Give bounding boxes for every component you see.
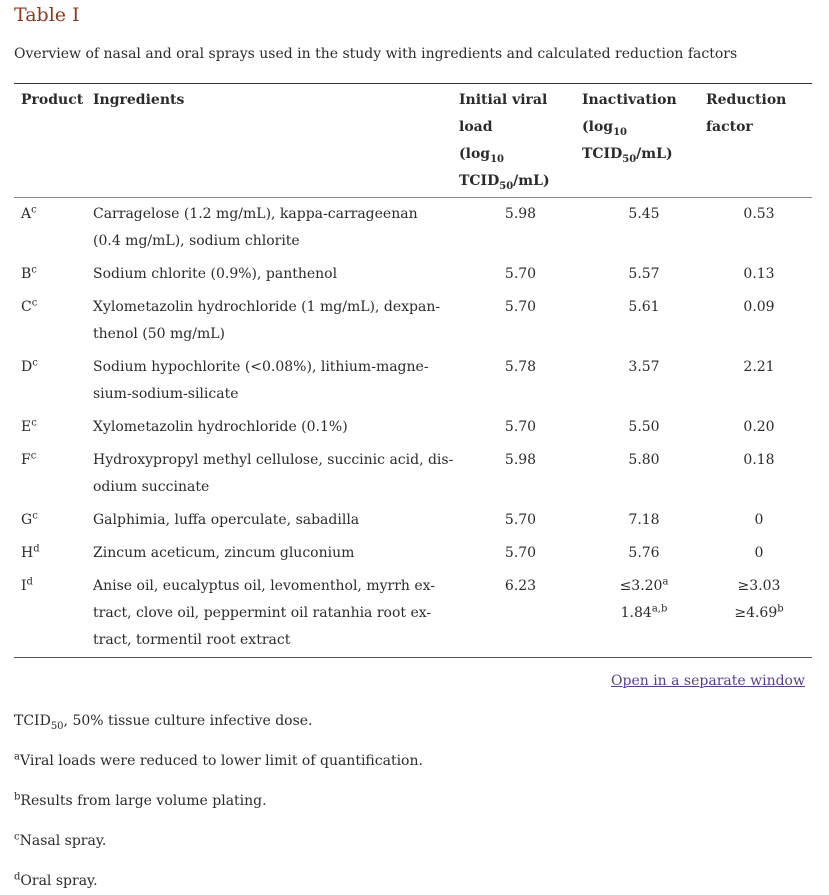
ingredients-cell: Carragelose (1.2 mg/mL), kappa-carrageenan (0.4 mg/mL), sodium chlorite — [93, 206, 418, 249]
table-row: $D^c$ Sodium hypochlorite (<0.08%), lithium-magne- sium-sodium-silicate 5.78 3.57 2.21 — [14, 351, 812, 411]
header-reduction-factor: Reduction factor — [706, 92, 787, 135]
reduction-cell: 0.53 — [743, 206, 775, 222]
inactivation-cell: 5.76 — [628, 545, 660, 561]
open-in-separate-window-link[interactable]: Open in a separate window — [611, 673, 805, 689]
ingredients-cell: Zincum aceticum, zincum gluconium — [93, 545, 355, 561]
ingredients-cell: Xylometazolin hydrochloride (0.1%) — [93, 419, 348, 435]
inactivation-cell: 5.80 — [628, 452, 660, 468]
header-initial-viral-load: Initial viral load ($\log_{10}$ $TCID_{50}/mL$) — [459, 92, 550, 192]
reduction-cell: 0.18 — [743, 452, 775, 468]
product-cell: I — [21, 578, 27, 594]
header-inactivation: Inactivation ($\log_{10}$ $TCID_{50}/mL$) — [582, 92, 677, 165]
inactivation-cell: 5.50 — [628, 419, 660, 435]
footnote-d: $^d$Oral spray. — [14, 871, 98, 889]
header-row — [14, 84, 812, 198]
reduction-cell: 0.13 — [743, 266, 775, 282]
footnote-c: $^c$Nasal spray. — [14, 831, 107, 849]
reduction-cell: 0 — [754, 545, 764, 561]
product-cell: C — [21, 299, 32, 315]
initial-cell: 5.70 — [504, 545, 537, 561]
ingredients-cell: Sodium chlorite (0.9%), panthenol — [93, 266, 338, 282]
product-cell: A — [21, 206, 32, 222]
initial-cell: 6.23 — [504, 578, 537, 594]
product-cell: G — [21, 512, 33, 528]
product-cell: H — [21, 545, 34, 561]
product-cell: B — [21, 266, 32, 282]
table-row: $E^c$ Xylometazolin hydrochloride (0.1%) 5.70 5.50 0.20 — [14, 411, 812, 444]
reduction-cell: 0.09 — [743, 299, 775, 315]
table-row: $B^c$ Sodium chlorite (0.9%), panthenol 5.70 5.57 0.13 — [14, 258, 812, 291]
table-row: $H^d$ Zincum aceticum, zincum gluconium 5.70 5.76 0 — [14, 537, 812, 570]
ingredients-cell: Hydroxypropyl methyl cellulose, succinic acid, dis- odium succinate — [93, 452, 454, 495]
table-row: $G^c$ Galphimia, luffa operculate, sabadilla 5.70 7.18 0 — [14, 504, 812, 537]
initial-cell: 5.98 — [504, 452, 537, 468]
initial-cell: 5.98 — [504, 206, 537, 222]
inactivation-cell: 5.61 — [628, 299, 660, 315]
initial-cell: 5.70 — [504, 419, 537, 435]
table-title: Table I — [14, 4, 80, 26]
inactivation-cell: 3.57 — [628, 359, 660, 375]
table-row: $C^c$ Xylometazolin hydrochloride (1 mg/mL), dexpan- thenol (50 mg/mL) 5.70 5.61 0.09 — [14, 291, 812, 351]
reduction-cell: 0.20 — [743, 419, 775, 435]
reduction-cell: 2.21 — [743, 359, 775, 375]
ingredients-cell: Sodium hypochlorite (<0.08%), lithium-magne- sium-sodium-silicate — [93, 359, 429, 402]
data-table — [14, 83, 812, 658]
product-cell: F — [21, 452, 31, 468]
ingredients-cell: Xylometazolin hydrochloride (1 mg/mL), dexpan- thenol (50 mg/mL) — [93, 299, 441, 342]
product-cell: E — [21, 419, 32, 435]
inactivation-cell: 5.57 — [628, 266, 660, 282]
ingredients-cell: Anise oil, eucalyptus oil, levomenthol, myrrh ex- tract, clove oil, peppermint oil ratanhia root ex- tract, tormentil root extract — [93, 578, 436, 648]
initial-cell: 5.70 — [504, 299, 537, 315]
table-row: $I^d$ Anise oil, eucalyptus oil, levomenthol, myrrh ex- tract, clove oil, peppermint oil ratanhia root ex- tract, tormentil root extract 6.23 ≤3.20$^a$ 1.84$^{a,b}$ ≥3.03 ≥4.69$^b$ — [14, 570, 812, 657]
initial-cell: 5.78 — [504, 359, 537, 375]
ingredients-cell: Galphimia, luffa operculate, sabadilla — [93, 512, 360, 528]
footnote-a: $^a$Viral loads were reduced to lower limit of quantification. — [14, 751, 423, 769]
table-row: $A^c$ Carragelose (1.2 mg/mL), kappa-carrageenan (0.4 mg/mL), sodium chlorite 5.98 5.45 0.53 — [14, 198, 812, 259]
product-cell: D — [21, 359, 33, 375]
inactivation-cell: 5.45 — [628, 206, 660, 222]
header-product: Product — [21, 92, 84, 108]
inactivation-cell: ≤3.20$^a$ 1.84$^{a,b}$ — [619, 576, 669, 621]
initial-cell: 5.70 — [504, 266, 537, 282]
initial-cell: 5.70 — [504, 512, 537, 528]
table-row: $F^c$ Hydroxypropyl methyl cellulose, succinic acid, dis- odium succinate 5.98 5.80 0.18 — [14, 444, 812, 504]
inactivation-cell: 7.18 — [628, 512, 660, 528]
footnote-tcid: $TCID_{50}$, 50% tissue culture infective dose. — [14, 713, 313, 732]
reduction-cell: ≥3.03 ≥4.69$^b$ — [734, 578, 784, 621]
reduction-cell: 0 — [754, 512, 764, 528]
header-ingredients: Ingredients — [93, 92, 185, 108]
table-caption: Overview of nasal and oral sprays used in the study with ingredients and calculated reduction factors — [14, 46, 738, 62]
footnote-b: $^b$Results from large volume plating. — [14, 791, 267, 809]
